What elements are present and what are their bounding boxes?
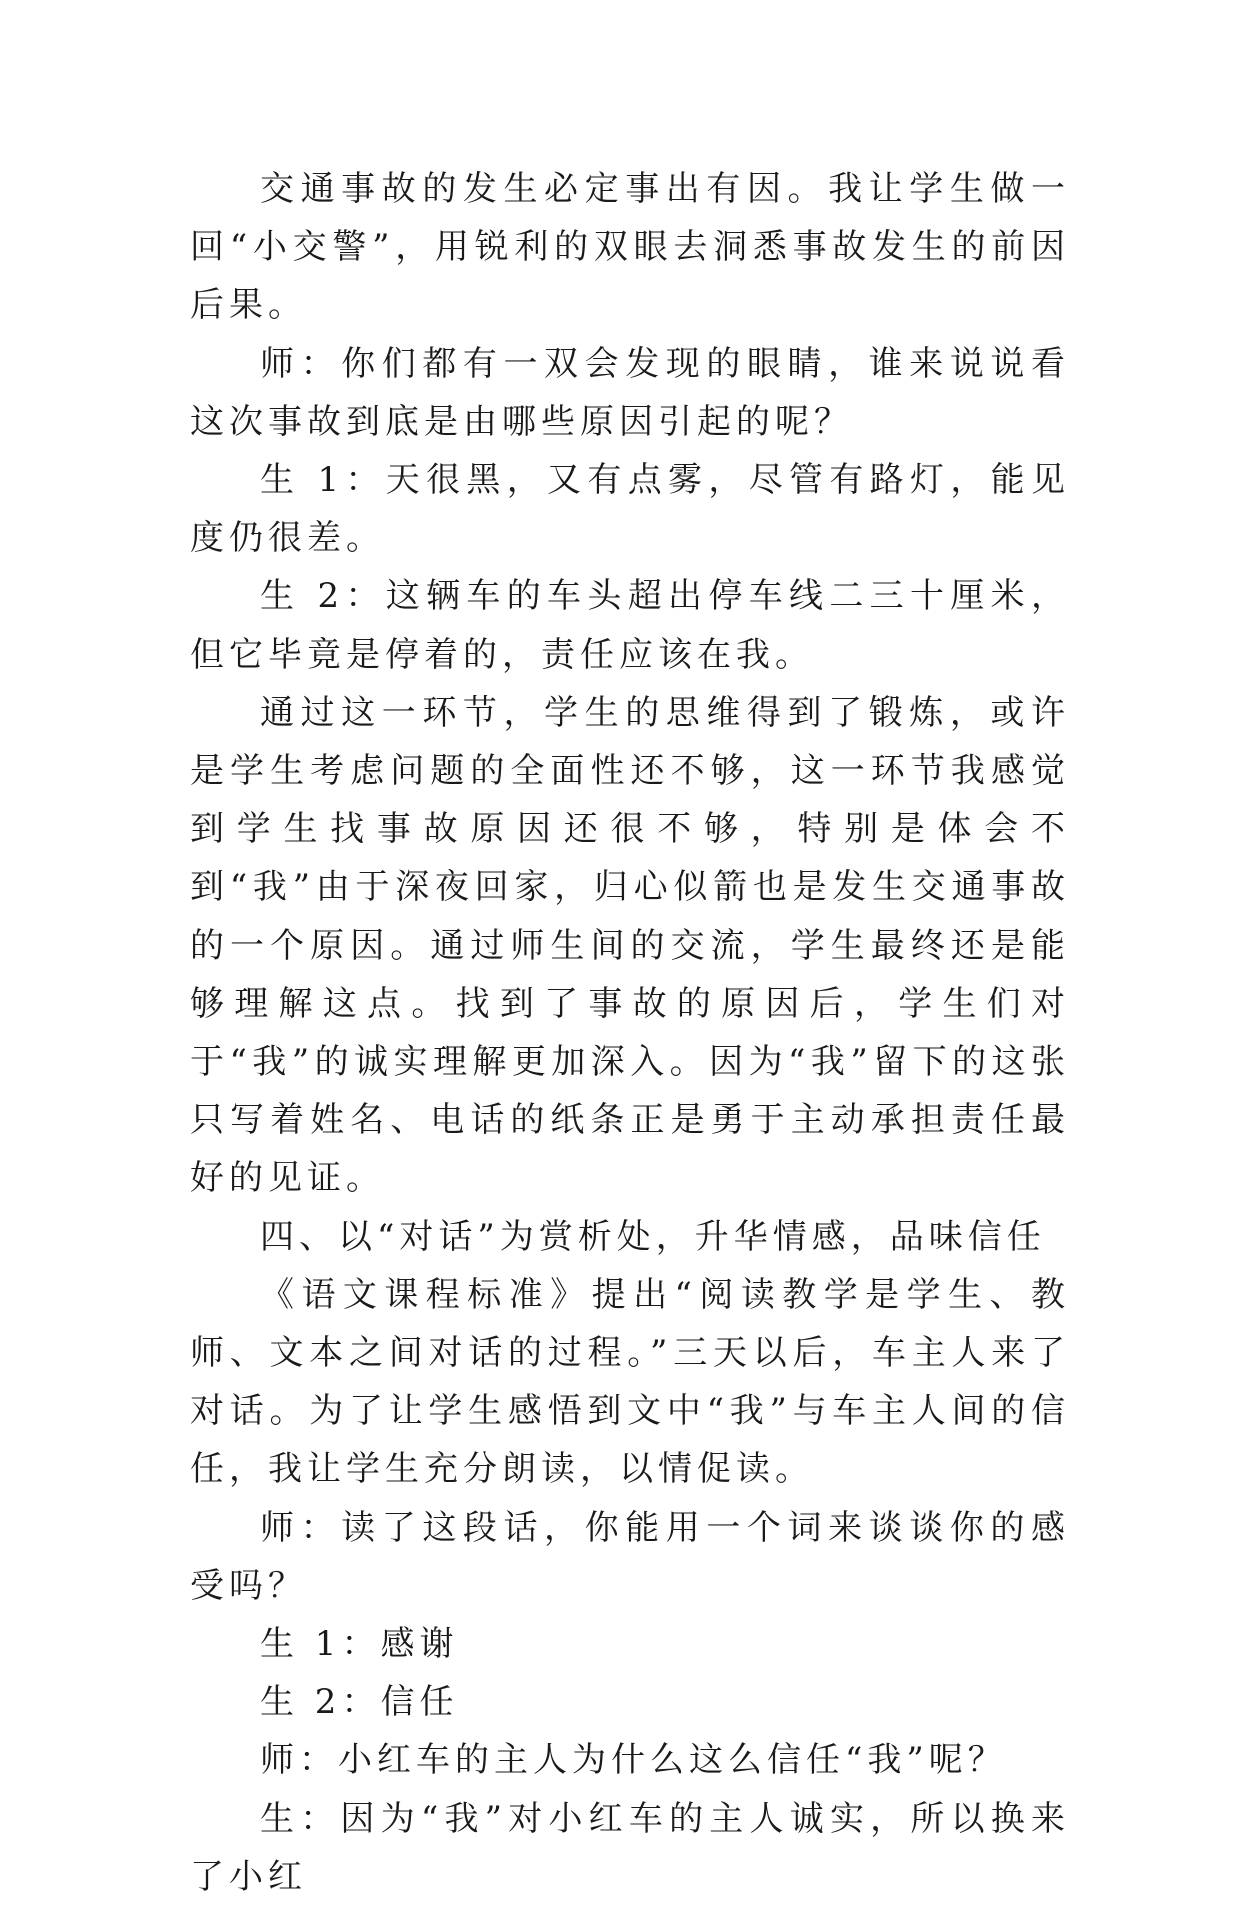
paragraph: 生 1：天很黑，又有点雾，尽管有路灯，能见度仍很差。 [190,460,1070,559]
paragraph: 交通事故的发生必定事出有因。我让学生做一回“小交警”，用锐利的双眼去洞悉事故发生的前因后果。 [190,169,1070,326]
section-heading: 四、以“对话”为赏析处，升华情感，品味信任 [260,1216,1046,1257]
document-body [190,160,1070,1906]
paragraph: 通过这一环节，学生的思维得到了锻炼，或许是学生考虑问题的全面性还不够，这一环节我感觉到学生找事故原因还很不够，特别是体会不到“我”由于深夜回家，归心似箭也是发生交通事故的一个原因。通过师生间的交流，学生最终还是能够理解这点。找到了事故的原因后，学生们对于“我”的诚实理解更加深入。因为“我”留下的这张只写着姓名、电话的纸条正是勇于主动承担责任最好的见证。 [190,692,1070,1199]
paragraph: 师：你们都有一双会发现的眼睛，谁来说说看这次事故到底是由哪些原因引起的呢？ [190,343,1070,442]
paragraph: 师：读了这段话，你能用一个词来谈谈你的感受吗？ [190,1507,1070,1606]
paragraph: 生 2：信任 [260,1682,459,1723]
paragraph: 生：因为“我”对小红车的主人诚实，所以换来了小红 [190,1798,1070,1897]
paragraph: 生 1：感谢 [260,1624,459,1665]
paragraph: 生 2：这辆车的车头超出停车线二三十厘米，但它毕竟是停着的，责任应该在我。 [190,576,1070,675]
paragraph: 《语文课程标准》提出“阅读教学是学生、教师、文本之间对话的过程。”三天以后，车主人来了对话。为了让学生感悟到文中“我”与车主人间的信任，我让学生充分朗读，以情促读。 [190,1274,1070,1490]
paragraph: 师：小红车的主人为什么这么信任“我”呢？ [260,1740,1007,1781]
